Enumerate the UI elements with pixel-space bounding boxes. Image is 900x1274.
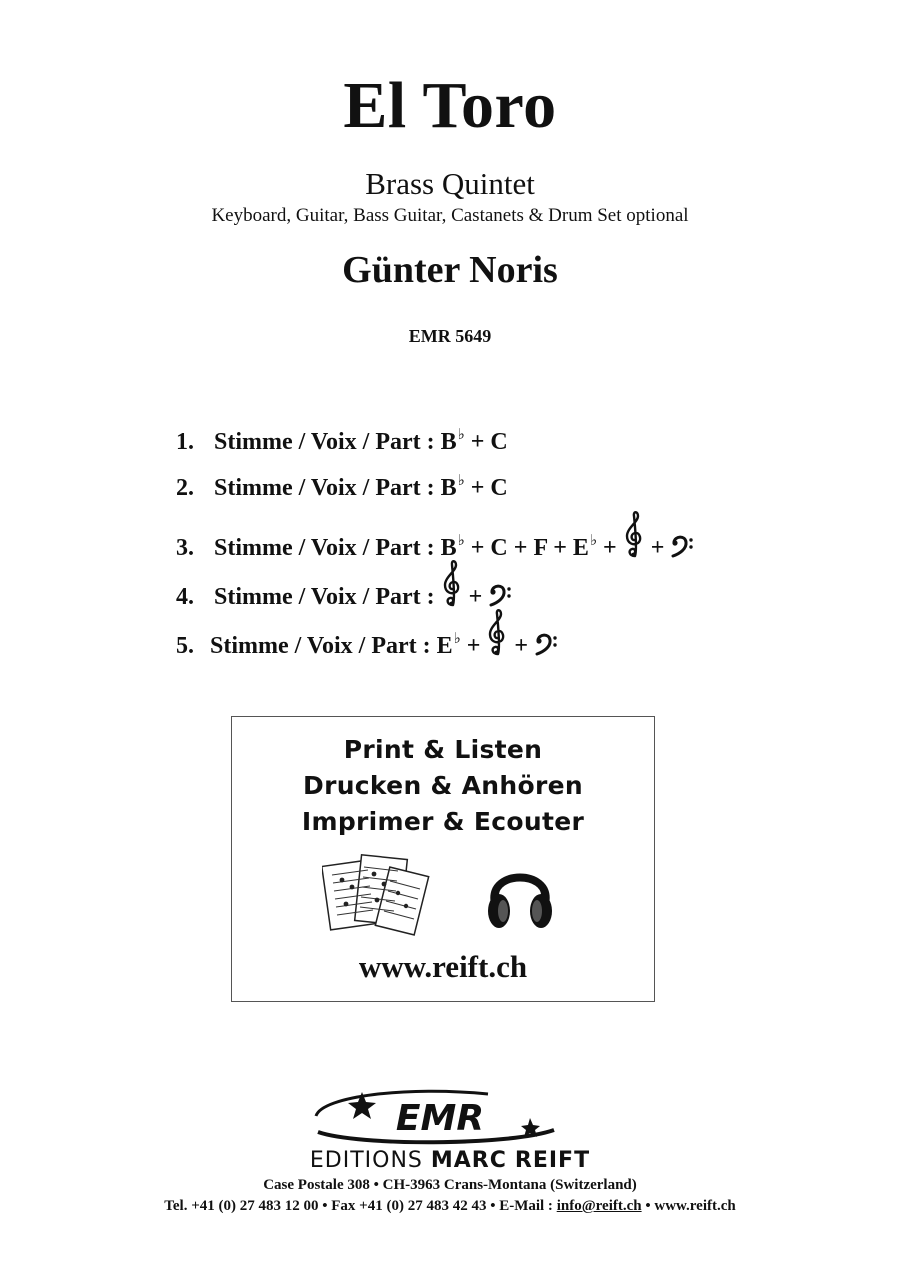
part-line xyxy=(176,415,508,455)
catalog-number: EMR 5649 xyxy=(408,326,492,346)
part-line xyxy=(176,556,512,610)
publisher-address: Case Postale 308 • CH-3963 Crans-Montana (Switzerland) xyxy=(263,1177,637,1193)
part-number: 1. xyxy=(176,429,194,455)
flat-icon: ♭ xyxy=(453,631,461,647)
emr-logo xyxy=(258,1088,642,1153)
key-e: E xyxy=(572,535,589,561)
publisher-name: EDITIONS MARC REIFT xyxy=(309,1148,591,1173)
part-label: Stimme / Voix / Part : xyxy=(214,475,435,501)
plus: + xyxy=(553,535,567,561)
treble-clef-icon xyxy=(486,608,508,656)
key-b: B xyxy=(440,429,457,455)
bass-clef-icon xyxy=(488,583,512,607)
flat-icon: ♭ xyxy=(457,427,465,443)
part-line xyxy=(176,605,558,659)
headphones-icon xyxy=(484,855,556,940)
promo-line-en: Print & Listen xyxy=(343,735,543,764)
part-label: Stimme / Voix / Part : xyxy=(214,429,435,455)
sheet-music-icon xyxy=(322,853,434,944)
plus: + xyxy=(513,535,528,561)
part-label: Stimme / Voix / Part : xyxy=(214,584,435,610)
key-e: E xyxy=(436,633,453,659)
key-b: B xyxy=(440,475,457,501)
part-number: 5. xyxy=(176,633,194,659)
treble-clef-icon xyxy=(623,510,645,558)
promo-line-de: Drucken & Anhören xyxy=(303,771,583,800)
promo-line-fr: Imprimer & Ecouter xyxy=(301,807,585,836)
instrumentation: Keyboard, Guitar, Bass Guitar, Castanets & Drum Set optional xyxy=(211,205,689,226)
plus: + xyxy=(470,535,485,561)
bass-clef-icon xyxy=(670,534,694,558)
composer: Günter Noris xyxy=(342,249,558,291)
promo-website[interactable]: www.reift.ch xyxy=(358,949,528,984)
email-link[interactable]: info@reift.ch xyxy=(556,1198,642,1214)
page-title: El Toro xyxy=(343,69,557,142)
website-link[interactable]: • www.reift.ch xyxy=(645,1198,736,1214)
plus: + xyxy=(650,535,665,561)
plus: + xyxy=(470,429,485,455)
treble-clef-icon xyxy=(441,559,463,607)
part-line xyxy=(176,507,694,561)
publisher-contact: Tel. +41 (0) 27 483 12 00 • Fax +41 (0) 27 483 42 43 • E-Mail : info@reift.ch • www.reift.ch xyxy=(164,1198,736,1214)
part-number: 2. xyxy=(176,475,194,501)
part-number: 3. xyxy=(176,535,194,561)
plus: + xyxy=(514,633,529,659)
bass-clef-icon xyxy=(534,632,558,656)
part-number: 4. xyxy=(176,584,194,610)
part-label: Stimme / Voix / Part : xyxy=(214,535,435,561)
key-f: F xyxy=(533,535,548,561)
plus: + xyxy=(603,535,617,561)
key-c: C xyxy=(490,429,508,455)
key-c: C xyxy=(490,475,508,501)
plus: + xyxy=(466,633,481,659)
plus: + xyxy=(468,584,483,610)
key-b: B xyxy=(440,535,457,561)
plus: + xyxy=(470,475,485,501)
flat-icon: ♭ xyxy=(457,473,465,489)
part-line xyxy=(176,461,508,501)
print-listen-box xyxy=(231,716,655,1002)
key-c: C xyxy=(490,535,508,561)
logo-text: EMR xyxy=(395,1098,485,1139)
subtitle: Brass Quintet xyxy=(365,166,535,201)
flat-icon: ♭ xyxy=(589,533,598,549)
flat-icon: ♭ xyxy=(457,533,465,549)
part-label: Stimme / Voix / Part : xyxy=(210,633,431,659)
